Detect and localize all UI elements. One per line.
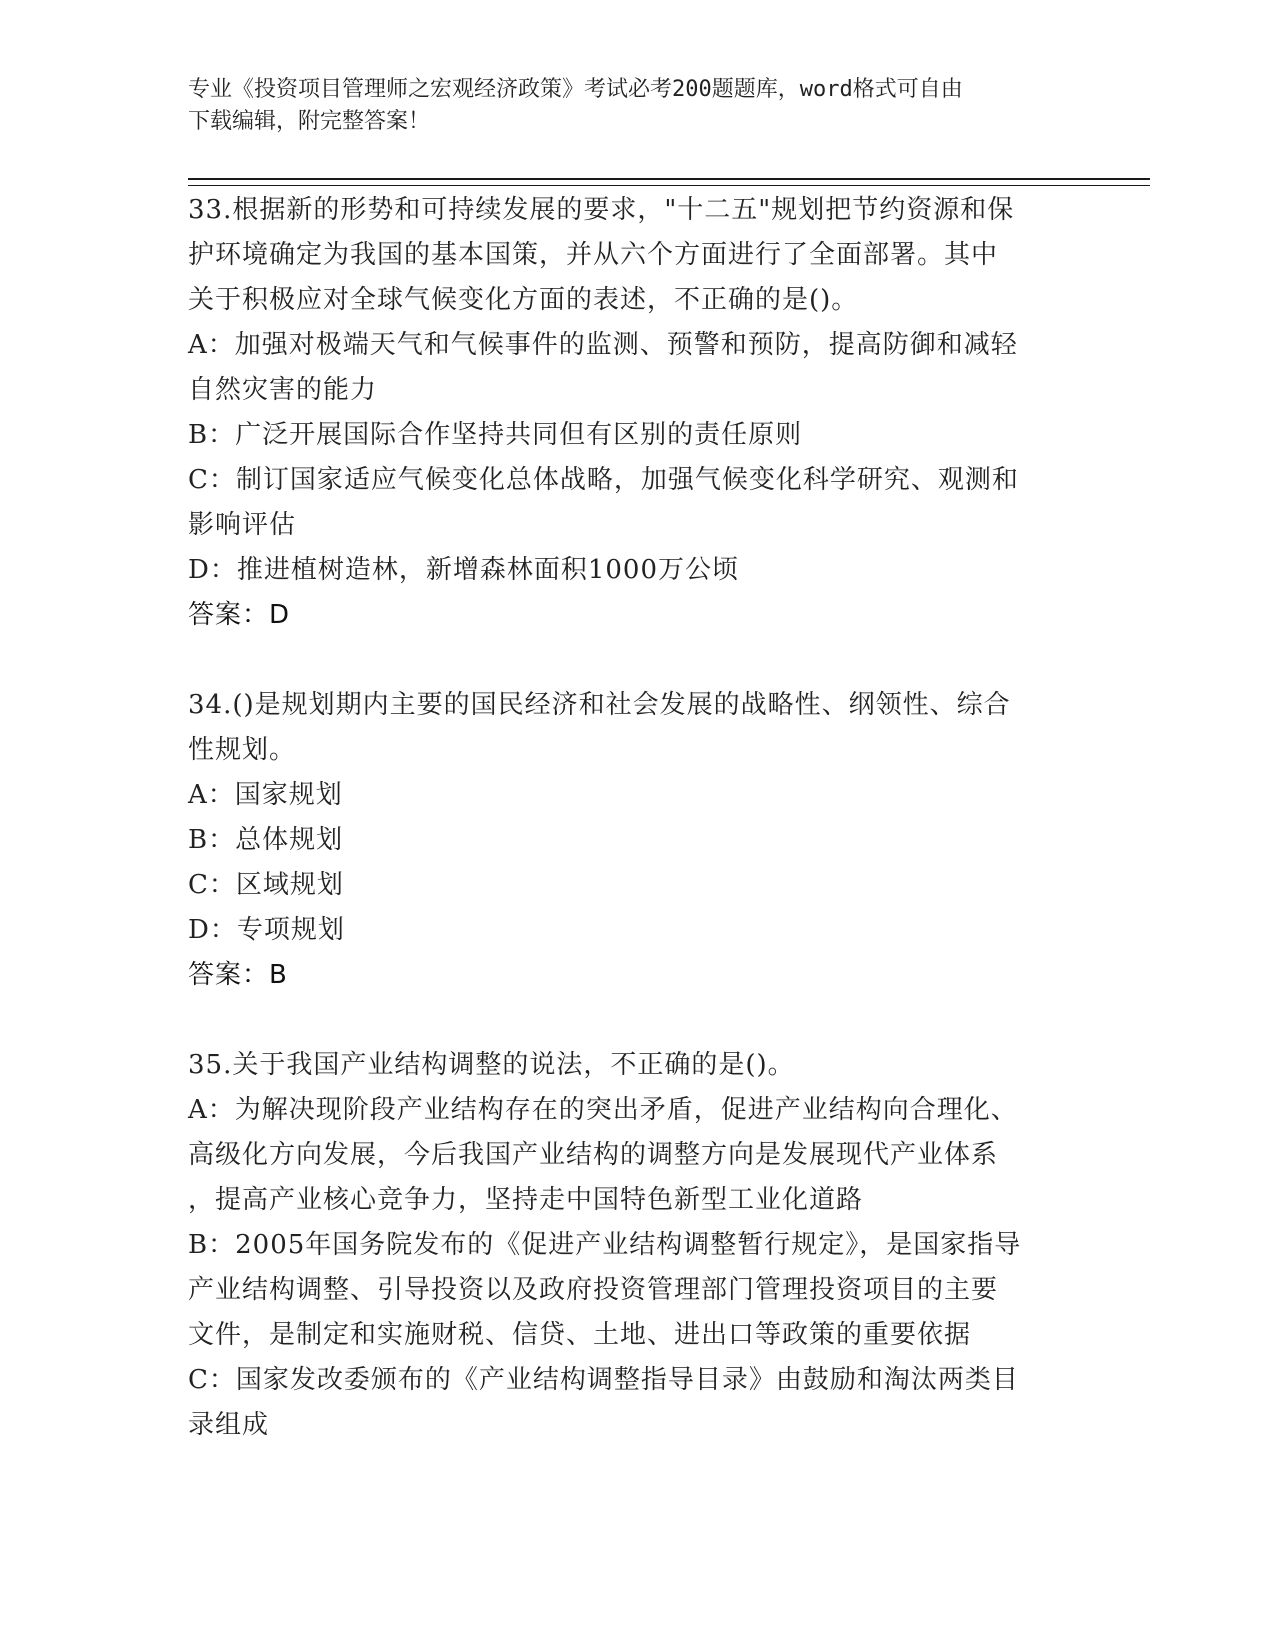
header-line: 专业《投资项目管理师之宏观经济政策》考试必考200题题库，word格式可自由 bbox=[188, 77, 963, 102]
option-a-continued: 高级化方向发展，今后我国产业结构的调整方向是发展现代产业体系 bbox=[188, 1140, 999, 1170]
question-list bbox=[188, 188, 1088, 1493]
question-stem: 护环境确定为我国的基本国策，并从六个方面进行了全面部署。其中 bbox=[188, 240, 999, 270]
question-35 bbox=[188, 1043, 1088, 1448]
option-a-continued: 自然灾害的能力 bbox=[188, 375, 378, 405]
option-d: D：专项规划 bbox=[188, 915, 345, 945]
question-33 bbox=[188, 188, 1088, 638]
option-b: B：广泛开展国际合作坚持共同但有区别的责任原则 bbox=[188, 420, 803, 450]
option-a-continued: ，提高产业核心竞争力，坚持走中国特色新型工业化道路 bbox=[188, 1185, 864, 1215]
option-c: C：区域规划 bbox=[188, 870, 344, 900]
question-stem: 关于积极应对全球气候变化方面的表述，不正确的是()。 bbox=[188, 285, 859, 315]
option-c: C：国家发改委颁布的《产业结构调整指导目录》由鼓励和淘汰两类目 bbox=[188, 1365, 1019, 1395]
option-d: D：推进植树造林，新增森林面积1000万公顷 bbox=[188, 555, 740, 585]
option-a: A：国家规划 bbox=[188, 780, 343, 810]
question-stem: 33.根据新的形势和可持续发展的要求，"十二五"规划把节约资源和保 bbox=[188, 195, 1015, 225]
option-c-continued: 影响评估 bbox=[188, 510, 297, 540]
option-b: B：总体规划 bbox=[188, 825, 344, 855]
option-a: A：为解决现阶段产业结构存在的突出矛盾，促进产业结构向合理化、 bbox=[188, 1095, 1018, 1125]
option-a: A：加强对极端天气和气候事件的监测、预警和预防，提高防御和减轻 bbox=[188, 330, 1018, 360]
document-header bbox=[188, 74, 1088, 138]
question-34 bbox=[188, 683, 1088, 998]
option-c-continued: 录组成 bbox=[188, 1410, 270, 1440]
question-stem: 性规划。 bbox=[188, 735, 297, 765]
question-stem: 35.关于我国产业结构调整的说法，不正确的是()。 bbox=[188, 1050, 795, 1080]
option-b-continued: 产业结构调整、引导投资以及政府投资管理部门管理投资项目的主要 bbox=[188, 1275, 999, 1305]
header-divider-thin bbox=[188, 185, 1150, 186]
answer-label: 答案：B bbox=[188, 960, 288, 990]
option-b: B：2005年国务院发布的《促进产业结构调整暂行规定》，是国家指导 bbox=[188, 1230, 1022, 1260]
option-c: C：制订国家适应气候变化总体战略，加强气候变化科学研究、观测和 bbox=[188, 465, 1019, 495]
answer-label: 答案：D bbox=[188, 600, 291, 630]
question-stem: 34.()是规划期内主要的国民经济和社会发展的战略性、纲领性、综合 bbox=[188, 690, 1011, 720]
header-divider bbox=[188, 178, 1150, 180]
header-line: 下载编辑，附完整答案！ bbox=[188, 109, 431, 134]
option-b-continued: 文件，是制定和实施财税、信贷、土地、进出口等政策的重要依据 bbox=[188, 1320, 972, 1350]
